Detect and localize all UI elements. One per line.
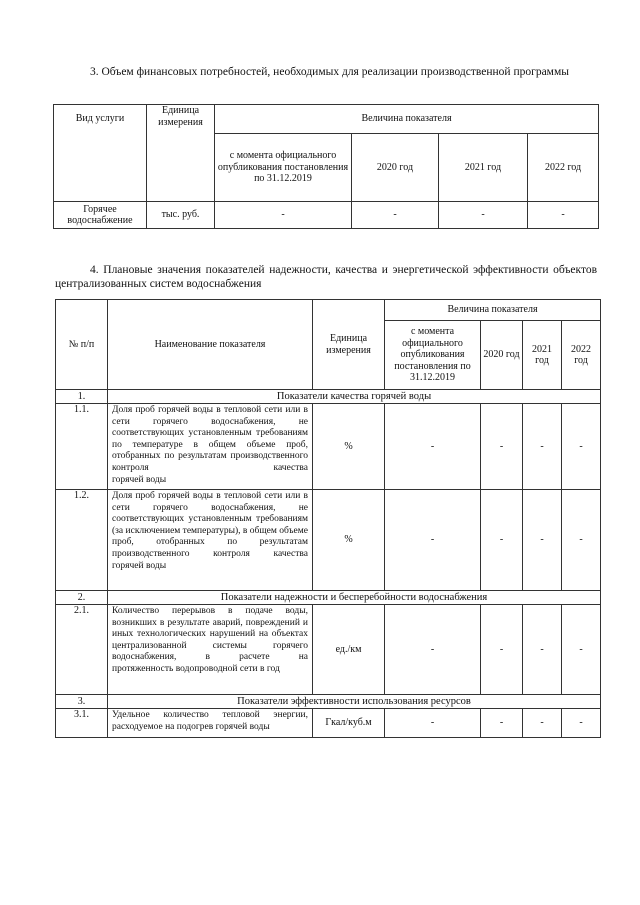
- row-2022: -: [562, 709, 601, 738]
- header-2021: 2021 год: [523, 321, 562, 390]
- cell-service: Горячее водоснабжение: [54, 202, 147, 229]
- cell-2021: -: [439, 202, 528, 229]
- header-value: Величина показателя: [215, 105, 599, 134]
- row-num: 1.1.: [56, 404, 108, 490]
- row-name-end: протяженность водопроводной сети в год: [112, 663, 280, 674]
- header-2021: 2021 год: [439, 134, 528, 202]
- group-title: Показатели эффективности использования ресурсов: [108, 695, 601, 709]
- row-num: 2.1.: [56, 605, 108, 695]
- row-since: -: [385, 605, 481, 695]
- row-2022: -: [562, 404, 601, 490]
- table-row: [54, 202, 599, 229]
- group-num: 2.: [56, 591, 108, 605]
- table-row: [56, 605, 601, 695]
- section-3-title: Объем финансовых потребностей, необходимых для реализации производственной программы: [101, 66, 569, 78]
- cell-since: -: [215, 202, 352, 229]
- row-num: 1.2.: [56, 490, 108, 591]
- row-since: -: [385, 709, 481, 738]
- header-value: Величина показателя: [385, 300, 601, 321]
- header-since-publication: с момента официального опубликования постановления по 31.12.2019: [385, 321, 481, 390]
- cell-unit: тыс. руб.: [147, 202, 215, 229]
- header-name: Наименование показателя: [108, 300, 313, 390]
- row-unit: ед./км: [313, 605, 385, 695]
- row-unit: Гкал/куб.м: [313, 709, 385, 738]
- row-name-text: Удельное количество тепловой энергии,: [112, 710, 308, 720]
- row-2021: -: [523, 490, 562, 591]
- header-2022: 2022 год: [528, 134, 599, 202]
- row-name: [108, 404, 313, 490]
- row-num: 3.1.: [56, 709, 108, 738]
- section-row-quality: [56, 390, 601, 404]
- row-2022: -: [562, 490, 601, 591]
- header-2020: 2020 год: [481, 321, 523, 390]
- group-num: 1.: [56, 390, 108, 404]
- row-name-text: Доля проб горячей воды в тепловой сети или в сети горячего водоснабжения, не соответствующих установленным требованиям (за исключением температуры), в общем объеме проб, отобранных по результатам производственного контроля качества: [112, 491, 308, 559]
- header-unit: Единица измерения: [147, 105, 215, 202]
- row-2021: -: [523, 709, 562, 738]
- row-unit: %: [313, 490, 385, 591]
- row-since: -: [385, 404, 481, 490]
- table-row: [56, 404, 601, 490]
- row-unit: %: [313, 404, 385, 490]
- group-num: 3.: [56, 695, 108, 709]
- row-since: -: [385, 490, 481, 591]
- header-unit: Единица измерения: [313, 300, 385, 390]
- row-2020: -: [481, 605, 523, 695]
- row-name: [108, 709, 313, 738]
- row-name-end: горячей воды: [112, 474, 167, 485]
- row-name-text: Количество перерывов в подаче воды, возникших в результате аварий, повреждений и иных технологических нарушений на объектах централизованной системы горячего водоснабжения, в расчете на: [112, 606, 308, 663]
- cell-2022: -: [528, 202, 599, 229]
- cell-2020: -: [352, 202, 439, 229]
- header-service: Вид услуги: [54, 105, 147, 202]
- table-row: [56, 709, 601, 738]
- row-2022: -: [562, 605, 601, 695]
- table-row: [56, 490, 601, 591]
- header-since-publication: с момента официального опубликования постановления по 31.12.2019: [215, 134, 352, 202]
- header-2020: 2020 год: [352, 134, 439, 202]
- header-2022: 2022 год: [562, 321, 601, 390]
- row-name: [108, 605, 313, 695]
- group-title: Показатели качества горячей воды: [108, 390, 601, 404]
- financial-needs-table: [53, 104, 599, 229]
- row-2020: -: [481, 490, 523, 591]
- section-4-heading: [55, 263, 597, 291]
- row-2021: -: [523, 605, 562, 695]
- section-row-efficiency: [56, 695, 601, 709]
- row-2020: -: [481, 404, 523, 490]
- section-3-number: 3.: [90, 66, 99, 78]
- row-2021: -: [523, 404, 562, 490]
- row-name-text: Доля проб горячей воды в тепловой сети или в сети горячего водоснабжения, не соответствующих установленным требованиям по температуре в общем объеме проб, отобранных по результатам производственного контроля качества: [112, 405, 308, 473]
- indicators-table: [55, 299, 601, 738]
- section-4-title: Плановые значения показателей надежности, качества и энергетической эффективности объектов централизованных систем водоснабжения: [55, 264, 597, 290]
- header-num: № п/п: [56, 300, 108, 390]
- row-name: [108, 490, 313, 591]
- section-row-reliability: [56, 591, 601, 605]
- row-2020: -: [481, 709, 523, 738]
- row-name-end: горячей воды: [112, 560, 167, 571]
- section-3-heading: [55, 65, 595, 79]
- group-title: Показатели надежности и бесперебойности водоснабжения: [108, 591, 601, 605]
- row-name-end: расходуемое на подогрев горячей воды: [112, 721, 270, 732]
- section-4-number: 4.: [90, 264, 99, 276]
